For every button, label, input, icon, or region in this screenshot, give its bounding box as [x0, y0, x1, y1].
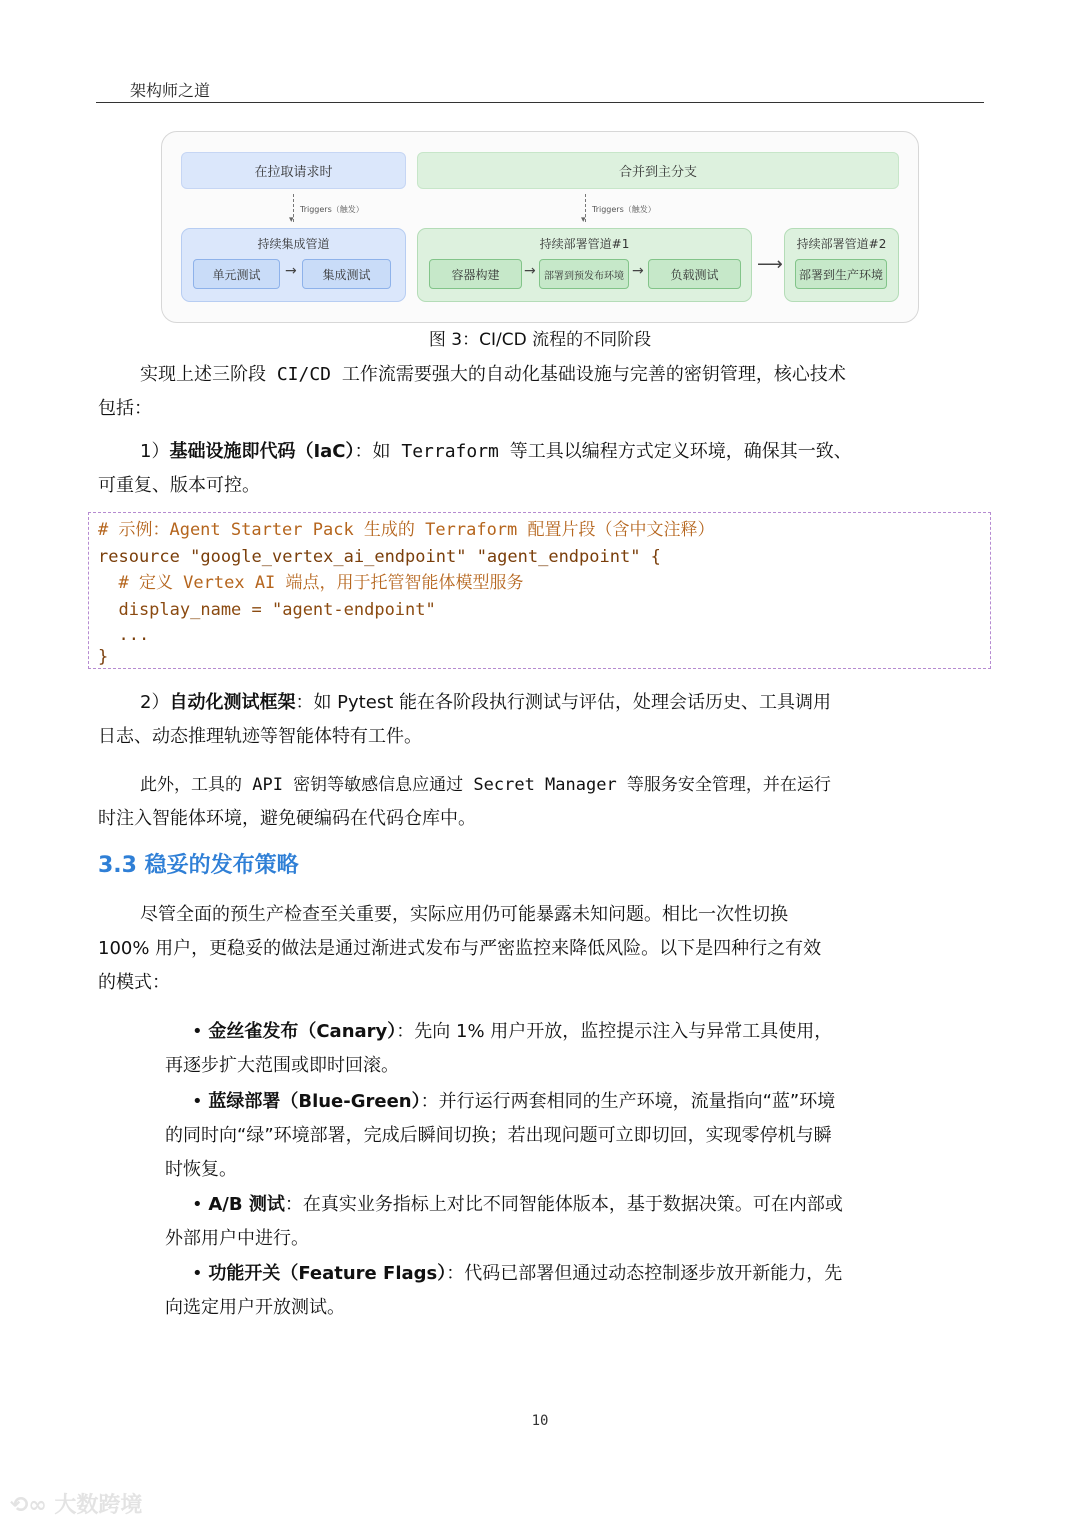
arrow-right-icon: →	[632, 263, 644, 279]
bullet-blue-green-line-2: 的同时向“绿”环境部署，完成后瞬间切换；若出现问题可立即切回，实现零停机与瞬	[165, 1125, 832, 1146]
header-divider	[96, 102, 984, 103]
step-deploy-staging: 部署到预发布环境	[539, 259, 629, 289]
item-1-line-2: 可重复、版本可控。	[98, 475, 260, 496]
bullet-icon: •	[192, 1194, 209, 1215]
ci-pipeline	[181, 228, 406, 302]
running-header: 架构师之道	[130, 81, 211, 100]
secret-line-1: 此外，工具的 API 密钥等敏感信息应通过 Secret Manager 等服务安全管理，并在运行	[140, 775, 831, 795]
cd-pipeline-1-title: 持续部署管道#1	[539, 237, 630, 251]
bullet-canary-line-2: 再逐步扩大范围或即时回滚。	[165, 1055, 399, 1076]
item-1-text: ：如 Terraform 等工具以编程方式定义环境，确保其一致、	[354, 441, 852, 462]
bullet-feature-flags	[192, 1257, 842, 1291]
intro-line-1: 实现上述三阶段 CI/CD 工作流需要强大的自动化基础设施与完善的密钥管理，核心技术	[140, 364, 846, 385]
secret-line-2: 时注入智能体环境，避免硬编码在代码仓库中。	[98, 808, 476, 829]
code-line-6: }	[98, 647, 109, 667]
item-2-line-2: 日志、动态推理轨迹等智能体特有工件。	[98, 726, 422, 747]
cd-pipeline-2	[784, 228, 899, 302]
code-line-5: ...	[98, 625, 150, 645]
release-line-2: 100% 用户，更稳妥的做法是通过渐进式发布与严密监控来降低风险。以下是四种行之有效	[98, 938, 822, 959]
bullet-ab-test	[192, 1188, 843, 1222]
item-1-title: 基础设施即代码（IaC）	[169, 441, 355, 462]
bullet-blue-green-text: ：并行运行两套相同的生产环境，流量指向“蓝”环境	[420, 1091, 836, 1112]
bullet-blue-green-line-3: 时恢复。	[165, 1159, 237, 1180]
bullet-icon: •	[192, 1021, 209, 1042]
bullet-ab-test-title: A/B 测试	[208, 1194, 285, 1215]
release-line-3: 的模式：	[98, 972, 170, 993]
code-line-3: # 定义 Vertex AI 端点，用于托管智能体模型服务	[98, 573, 524, 593]
step-unit-test: 单元测试	[193, 259, 280, 289]
bullet-canary	[192, 1015, 832, 1049]
ci-pipeline-title: 持续集成管道	[257, 237, 330, 251]
bullet-canary-title: 金丝雀发布（Canary）	[208, 1021, 397, 1042]
trigger-pull-request: 在拉取请求时	[181, 152, 406, 189]
step-deploy-production: 部署到生产环境	[795, 259, 887, 289]
intro-line-2: 包括：	[98, 398, 152, 419]
bullet-icon: •	[192, 1263, 209, 1284]
watermark-icon: ⟲∞	[10, 1493, 55, 1518]
arrow-down-icon: ▾	[581, 215, 586, 225]
item-1	[140, 435, 852, 469]
watermark-text: 大数跨境	[54, 1493, 143, 1518]
triggers-label-left: Triggers（触发）	[300, 205, 364, 214]
bullet-icon: •	[192, 1091, 209, 1112]
bullet-feature-flags-text: ：代码已部署但通过动态控制逐步放开新能力，先	[446, 1263, 843, 1284]
bullet-blue-green	[192, 1085, 835, 1119]
page-number: 10	[531, 1413, 549, 1429]
bullet-feature-flags-title: 功能开关（Feature Flags）	[208, 1263, 447, 1284]
item-2-number: 2）	[140, 692, 170, 713]
triggers-label-right: Triggers（触发）	[592, 205, 656, 214]
step-load-test: 负载测试	[648, 259, 741, 289]
bullet-blue-green-title: 蓝绿部署（Blue-Green）	[208, 1091, 421, 1112]
cd-pipeline-1	[417, 228, 752, 302]
bullet-canary-text: ：先向 1% 用户开放，监控提示注入与异常工具使用，	[396, 1021, 833, 1042]
step-integration-test: 集成测试	[302, 259, 391, 289]
arrow-right-icon: →	[524, 263, 536, 279]
cd-pipeline-2-title: 持续部署管道#2	[796, 237, 887, 251]
release-line-1: 尽管全面的预生产检查至关重要，实际应用仍可能暴露未知问题。相比一次性切换	[140, 904, 788, 925]
bullet-ab-test-line-2: 外部用户中进行。	[165, 1228, 309, 1249]
arrow-down-icon: ▾	[289, 215, 294, 225]
item-2-title: 自动化测试框架	[169, 692, 296, 713]
arrow-right-icon: →	[285, 263, 297, 279]
code-line-1: # 示例：Agent Starter Pack 生成的 Terraform 配置片段（含中文注释）	[98, 520, 715, 540]
watermark	[10, 1488, 142, 1519]
arrow-right-icon: ⟶	[757, 254, 783, 275]
cicd-diagram	[161, 131, 919, 323]
trigger-merge-main: 合并到主分支	[417, 152, 899, 189]
item-2	[140, 686, 831, 720]
item-1-number: 1）	[140, 441, 170, 462]
step-container-build: 容器构建	[429, 259, 522, 289]
figure-caption: 图 3：CI/CD 流程的不同阶段	[428, 330, 652, 350]
code-line-4: display_name = "agent-endpoint"	[98, 600, 436, 620]
item-2-text: ：如 Pytest 能在各阶段执行测试与评估，处理会话历史、工具调用	[295, 692, 831, 713]
bullet-feature-flags-line-2: 向选定用户开放测试。	[165, 1297, 345, 1318]
code-block	[88, 512, 991, 669]
bullet-ab-test-text: ：在真实业务指标上对比不同智能体版本，基于数据决策。可在内部或	[284, 1194, 843, 1215]
section-title: 3.3 稳妥的发布策略	[98, 853, 299, 878]
code-line-2: resource "google_vertex_ai_endpoint" "agent_endpoint" {	[98, 547, 661, 567]
